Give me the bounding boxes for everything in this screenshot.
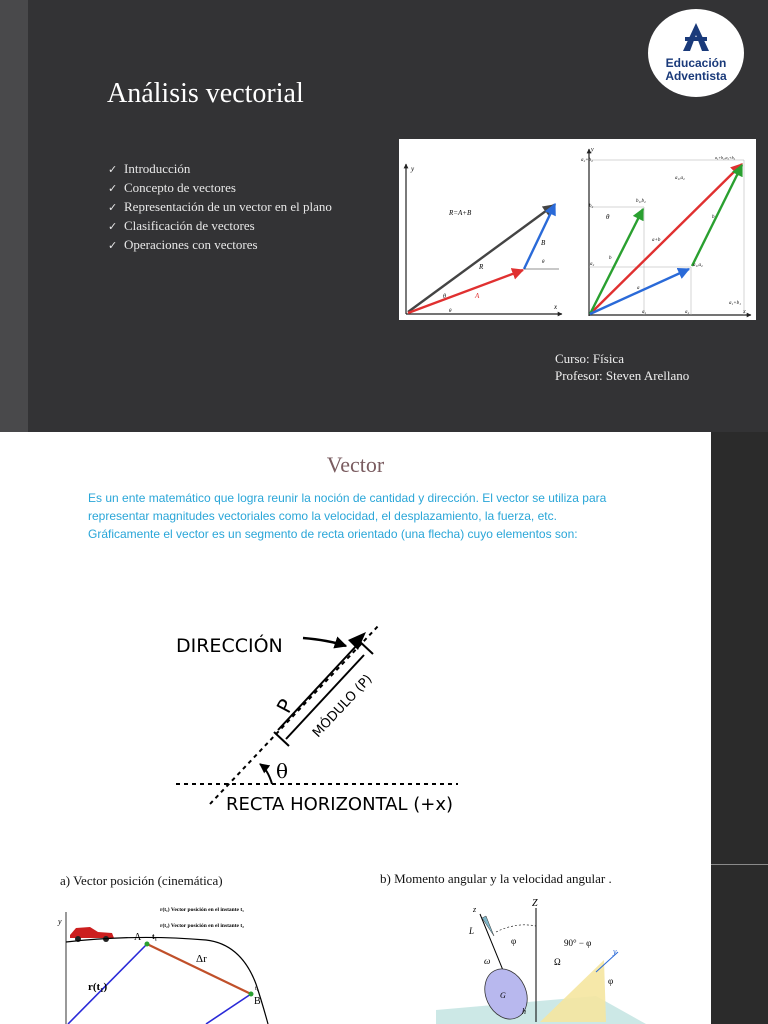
label-a-point: a₁,a₂ xyxy=(693,263,703,268)
slide-title: Vector xyxy=(326,452,385,477)
logo-a-mark xyxy=(679,21,713,53)
label-a1a2: a₁,a₂ xyxy=(675,176,685,181)
vector-addition-diagram xyxy=(399,139,756,320)
label-y: y xyxy=(613,947,617,956)
legend-r2: r(t₂) Vector posición en el instante t₂ xyxy=(160,923,244,929)
label-omega: ω xyxy=(484,956,491,966)
vector-slide xyxy=(0,432,711,1024)
topic-item: ✓ Concepto de vectores xyxy=(108,179,332,198)
position-vector-diagram xyxy=(56,892,346,1024)
vector-sum xyxy=(590,164,742,314)
label-g: G xyxy=(500,991,506,1000)
vector-b xyxy=(524,204,555,269)
b-label: B xyxy=(541,239,546,247)
module-label: MÓDULO (P) xyxy=(309,671,376,741)
definition-text xyxy=(88,489,613,543)
label-b: b xyxy=(712,215,715,220)
x-axis-label: x xyxy=(554,303,558,311)
slide-title: Análisis vectorial xyxy=(107,78,304,109)
label-b2: b₂ xyxy=(589,204,594,209)
r-label: R xyxy=(479,263,484,271)
slide-right-margin xyxy=(711,432,768,1024)
check-icon: ✓ xyxy=(108,240,118,252)
slide-side-bar xyxy=(0,0,28,432)
vector-b-left xyxy=(590,209,643,314)
theta-label: θ xyxy=(443,294,446,300)
vector-arrowhead xyxy=(348,632,366,650)
angular-momentum-diagram xyxy=(436,892,646,1024)
p-label: P xyxy=(271,695,299,717)
horizontal-label: RECTA HORIZONTAL (+x) xyxy=(226,794,454,815)
angle-arc xyxy=(496,925,536,932)
theta-label: θ xyxy=(276,759,289,783)
legend-r1: r(t₁) Vector posición en el instante t₁ xyxy=(160,907,244,913)
module-tick xyxy=(358,640,373,654)
topic-list xyxy=(108,160,332,255)
label-t2: t₂ xyxy=(255,986,259,992)
vector-a xyxy=(408,270,523,313)
theta-label: θ xyxy=(606,213,610,221)
label-complement-angle: 90° − φ xyxy=(564,938,592,948)
definition-paragraph: Es un ente matemático que logra reunir la noción de cantidad y dirección. El vector se utiliza para representar magnitudes vectoriales como la velocidad, el desplazamiento, la fuerza, etc. Gráficamente el vector es un segmento de recta orientado (una flecha) cuyo elementos son: xyxy=(88,491,607,541)
check-icon: ✓ xyxy=(108,221,118,233)
topic-item: ✓ Introducción xyxy=(108,160,332,179)
label-h: h xyxy=(522,1007,526,1016)
topic-item: ✓ Operaciones con vectores xyxy=(108,236,332,255)
x-axis-label: x xyxy=(743,309,746,315)
check-icon: ✓ xyxy=(108,164,118,176)
point-a xyxy=(145,942,150,947)
vector-r xyxy=(408,205,554,312)
cone-projection xyxy=(540,960,606,1022)
position-vector-2 xyxy=(206,994,251,1024)
check-icon: ✓ xyxy=(108,183,118,195)
label-delta-r: Δr xyxy=(196,953,207,965)
displacement-vector xyxy=(147,944,251,994)
label-a: a xyxy=(637,286,640,291)
caption-position-vector: a) Vector posición (cinemática) xyxy=(60,873,223,888)
formula-label: R=A+B xyxy=(449,209,472,217)
caption-angular-momentum: b) Momento angular y la velocidad angular . xyxy=(380,871,612,886)
vector-arrow-line xyxy=(278,644,358,730)
label-l: L xyxy=(469,926,475,936)
label-b-point: b₁,b₂ xyxy=(636,199,646,204)
educacion-adventista-logo xyxy=(648,9,744,97)
right-panel xyxy=(581,147,751,316)
point-b xyxy=(249,992,254,997)
position-vector-1 xyxy=(68,944,147,1024)
vector-b-right xyxy=(692,165,742,266)
check-icon: ✓ xyxy=(108,202,118,214)
left-panel xyxy=(406,164,562,314)
course-name: Curso: Física xyxy=(555,351,624,366)
label-a2b2: a₂+b₂ xyxy=(581,158,593,163)
label-upper-omega: Ω xyxy=(554,957,561,967)
label-r-t1: r(t₁) xyxy=(88,981,108,993)
label-a1: a₁ xyxy=(642,310,647,315)
label-z-upper: Z xyxy=(532,898,538,909)
professor-name: Profesor: Steven Arellano xyxy=(555,368,690,383)
label-b: B xyxy=(254,996,261,1007)
label-z: z xyxy=(473,905,477,914)
label-sum-point: a₁+b₁,a₂+b₂ xyxy=(715,155,735,160)
divider-line xyxy=(711,864,768,865)
label-a2: a₂ xyxy=(590,262,595,267)
y-axis-label: y xyxy=(591,147,594,153)
label-a-plus-b: a+b xyxy=(652,238,661,243)
logo-text: Educación Adventista xyxy=(665,56,727,83)
angle-arc xyxy=(260,764,272,784)
title-slide xyxy=(0,0,768,432)
a-label: A xyxy=(475,292,480,300)
y-axis-label: y xyxy=(58,917,62,926)
topic-item: ✓ Clasificación de vectores xyxy=(108,217,332,236)
ground-plane xyxy=(436,996,646,1024)
course-info xyxy=(555,350,689,384)
theta-a-label: θ xyxy=(449,309,452,314)
direction-pointer xyxy=(303,638,346,646)
label-a: A xyxy=(134,932,142,943)
label-a2-axis: a₂ xyxy=(685,310,690,315)
label-b-left: b xyxy=(609,256,612,261)
y-axis-label: y xyxy=(411,165,415,173)
label-t1: t₁ xyxy=(152,932,158,941)
topic-item: ✓ Representación de un vector en el plano xyxy=(108,198,332,217)
theta-b-label: θ xyxy=(542,260,545,265)
vector-elements-diagram xyxy=(168,618,528,818)
label-phi-2: φ xyxy=(608,976,614,986)
vector-a xyxy=(590,269,689,314)
label-a1b1: a₁+b₁ xyxy=(729,301,741,306)
label-phi: φ xyxy=(511,936,517,946)
direction-label: DIRECCIÓN xyxy=(176,635,283,657)
